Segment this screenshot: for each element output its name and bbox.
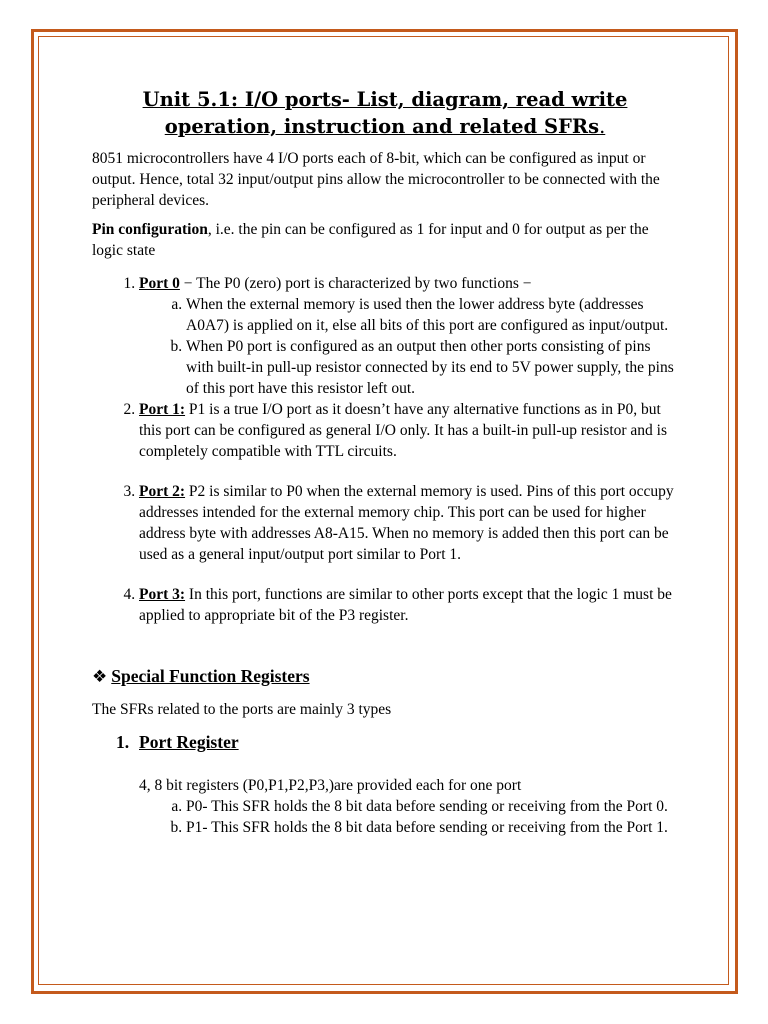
port-register-heading <box>92 732 678 753</box>
port-3-item <box>139 584 678 626</box>
sfr-types-paragraph: The SFRs related to the ports are mainly 3 types <box>92 701 392 718</box>
port-register-intro: 4, 8 bit registers (P0,P1,P2,P3,)are provided each for one port <box>139 777 522 794</box>
port-1-item <box>139 399 678 462</box>
pin-configuration-text: , i.e. the pin can be configured as 1 for input and 0 for output as per the logic state <box>92 221 649 259</box>
port-register-item-a: a. P0- This SFR holds the 8 bit data before sending or receiving from the Port 0. <box>186 796 678 817</box>
port-2-label: Port 2: <box>139 483 186 500</box>
intro-paragraph: 8051 microcontrollers have 4 I/O ports each of 8-bit, which can be configured as input or output. Hence, total 32 input/output pins allow the microcontroller to be connected with the peripheral devices. <box>92 150 660 209</box>
title-trailing-dot: . <box>599 115 606 138</box>
sfr-heading-text: Special Function Registers <box>111 666 310 686</box>
ports-list <box>92 273 678 626</box>
port-register-item-b: b. P1- This SFR holds the 8 bit data before sending or receiving from the Port 1. <box>186 817 678 838</box>
port-2-text: P2 is similar to P0 when the external memory is used. Pins of this port occupy addresses intended for the external memory chip. This port can be used for higher address byte with addresses A8-A15. When no memory is added then this port can be used as a general input/output port similar to Port 1. <box>139 483 674 563</box>
port-1-label: Port 1: <box>139 401 186 418</box>
title-line-2: operation, instruction and related SFRs <box>164 115 600 138</box>
port-0-item <box>139 273 678 399</box>
diamond-bullet-icon: ❖ <box>92 667 108 687</box>
port-register-heading-text: Port Register <box>139 732 239 752</box>
port-register-block <box>92 775 678 838</box>
port-0-sub-a: a. When the external memory is used then the lower address byte (addresses A0A7) is applied on it, else all bits of this port are configured as input/output. <box>186 294 678 336</box>
port-3-text: In this port, functions are similar to other ports except that the logic 1 must be applied to appropriate bit of the P3 register. <box>139 586 672 624</box>
port-0-sublist <box>139 294 678 399</box>
port-0-text: − The P0 (zero) port is characterized by two functions − <box>179 275 532 292</box>
port-0-label: Port 0 <box>139 275 180 292</box>
port-register-list <box>139 796 678 838</box>
pin-configuration-label: Pin configuration <box>92 221 208 238</box>
title-line-1: Unit 5.1: I/O ports- List, diagram, read write <box>142 88 628 111</box>
page-title <box>92 86 678 140</box>
port-register-number: 1. <box>116 732 130 752</box>
port-2-item <box>139 481 678 565</box>
port-0-sub-b: b. When P0 port is configured as an output then other ports consisting of pins with built-in pull-up resistor connected by its end to 5V power supply, the pins of this port have this resistor left out. <box>186 336 678 399</box>
port-1-text: P1 is a true I/O port as it doesn’t have any alternative functions as in P0, but this port can be configured as general I/O only. It has a built-in pull-up resistor and is completely compatible with TTL circuits. <box>139 401 668 460</box>
port-3-label: Port 3: <box>139 586 186 603</box>
document-content <box>92 86 678 838</box>
sfr-heading <box>92 666 678 688</box>
pin-configuration-paragraph <box>92 219 678 261</box>
